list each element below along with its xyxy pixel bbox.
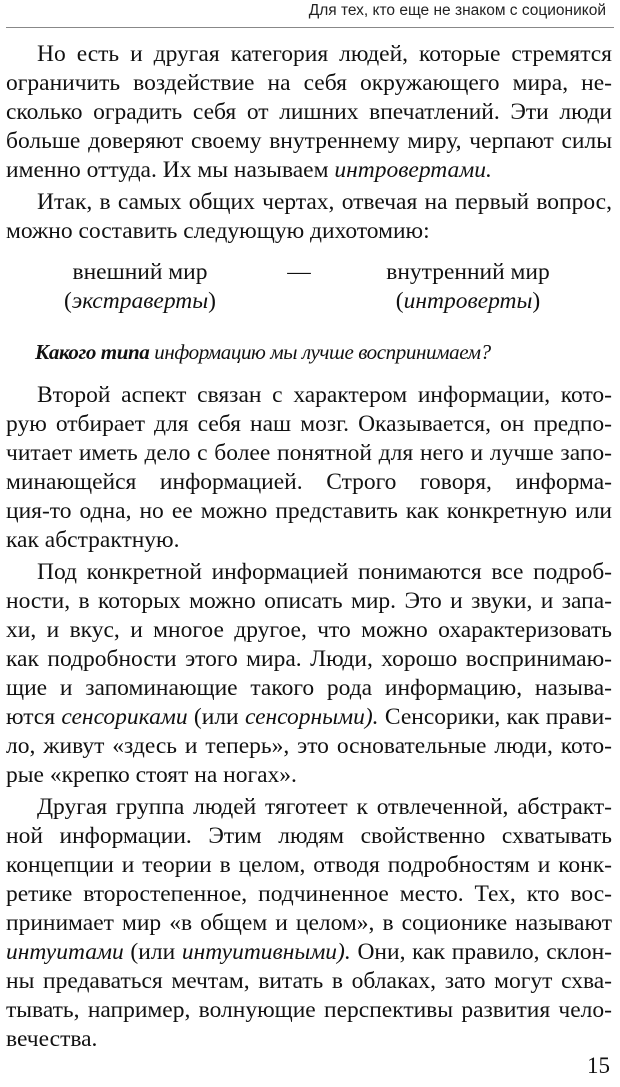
text-line: ной информации. Этим людям свойственно схватывать (6, 823, 612, 849)
text-line (6, 703, 612, 732)
term-intuitive: интуитивными). (181, 939, 351, 965)
text-line: ция-то одна, но ее можно представить как конкретную или (6, 498, 612, 524)
text-line: Второй аспект связан с характером информации, кото- (37, 382, 612, 408)
paren-close: ) (532, 288, 541, 314)
paragraph-intuitives (6, 793, 612, 1054)
dichotomy-left: внешний мир (72, 259, 208, 285)
page-body (6, 40, 612, 1054)
dichotomy-table (6, 258, 612, 316)
text-line: как абстрактную. (6, 527, 180, 553)
text-fragment: именно оттуда. Их мы называем (6, 157, 335, 183)
text-line: больше доверяют своему внутреннему миру, черпают силы (6, 128, 612, 154)
running-header: Для тех, кто еще не знаком с соционикой (308, 2, 606, 19)
text-line: как подробности этого мира. Люди, хорошо воспринимаю- (6, 646, 612, 672)
text-line: ограничить воздействие на себя окружающего мира, не- (6, 70, 612, 96)
text-line: ны предаваться мечтам, витать в облаках, зато могут схва- (6, 968, 612, 994)
text-line: сколько оградить себя от лишних впечатлений. Эти люди (6, 99, 612, 125)
term-intuitives: интуитами (6, 939, 124, 965)
term-introverts-sub: интроверты (403, 288, 533, 314)
text-fragment: (или (187, 704, 245, 730)
text-line: концепции и теории в целом, отводя подробностям и конк- (6, 852, 612, 878)
term-extraverts: экстраверты (71, 288, 209, 314)
term-introverts: интровертами. (334, 157, 492, 183)
paren-close: ) (208, 288, 216, 314)
section-question (6, 338, 612, 367)
question-bold: Какого типа (35, 340, 150, 364)
dichotomy-left-sub (6, 287, 274, 316)
paren-open: ( (64, 288, 72, 314)
text-fragment: ются (6, 704, 62, 730)
text-line: минающейся информацией. Строго говоря, информа- (6, 469, 612, 495)
paragraph-second-aspect (6, 381, 612, 555)
text-line: ретике второстепенное, подчиненное место. Тех, кто вос- (6, 881, 612, 907)
page-number: 15 (587, 1053, 610, 1078)
paragraph-introverts (6, 40, 612, 185)
text-line: щие и запоминающие такого рода информацию, называ- (6, 675, 612, 701)
text-line: рые «крепко стоят на ногах». (6, 762, 297, 788)
paragraph-sensors (6, 558, 612, 790)
text-line (6, 938, 612, 967)
text-fragment: Они, как правило, склон- (350, 939, 612, 965)
text-line: ности, в которых можно описать мир. Это и звуки, и запа- (6, 588, 612, 614)
dichotomy-right: внутренний мир (386, 259, 550, 285)
text-fragment: (или (123, 939, 182, 965)
dichotomy-row-main (6, 258, 612, 287)
term-sensory: сенсорными). (244, 704, 379, 730)
question-rest: информацию мы лучше воспринимаем? (149, 340, 491, 364)
dichotomy-dash: — (287, 259, 311, 285)
text-line: тывать, например, волнующие перспективы развития чело- (6, 997, 612, 1023)
text-line: Другая группа людей тяготеет к отвлеченной, абстракт- (37, 794, 612, 820)
dichotomy-right-sub (324, 287, 612, 316)
text-line: можно составить следующую дихотомию: (6, 218, 430, 244)
paren-open: ( (395, 288, 404, 314)
text-line: Итак, в самых общих чертах, отвечая на первый вопрос, (37, 189, 612, 215)
text-line: вечества. (6, 1026, 98, 1052)
text-line: хи, и вкус, и многое другое, что можно охарактеризовать (6, 617, 612, 643)
text-line: принимает мир «в общем и целом», в соционике называют (6, 910, 612, 936)
term-sensors: сенсориками (61, 704, 188, 730)
paragraph-dichotomy-intro (6, 188, 612, 246)
header-rule (6, 27, 614, 28)
text-line: ло, живут «здесь и теперь», это основательные люди, кото- (6, 733, 612, 759)
text-line: читает иметь дело с более понятной для него и лучше запо- (6, 440, 612, 466)
dichotomy-row-sub (6, 287, 612, 316)
text-line: рую отбирает для себя наш мозг. Оказывается, он предпо- (6, 411, 612, 437)
text-fragment: Сенсорики, как прави- (378, 704, 612, 730)
text-line: Но есть и другая категория людей, которые стремятся (37, 41, 612, 67)
text-line: Под конкретной информацией понимаются все подроб- (37, 559, 612, 585)
text-line (6, 156, 612, 185)
